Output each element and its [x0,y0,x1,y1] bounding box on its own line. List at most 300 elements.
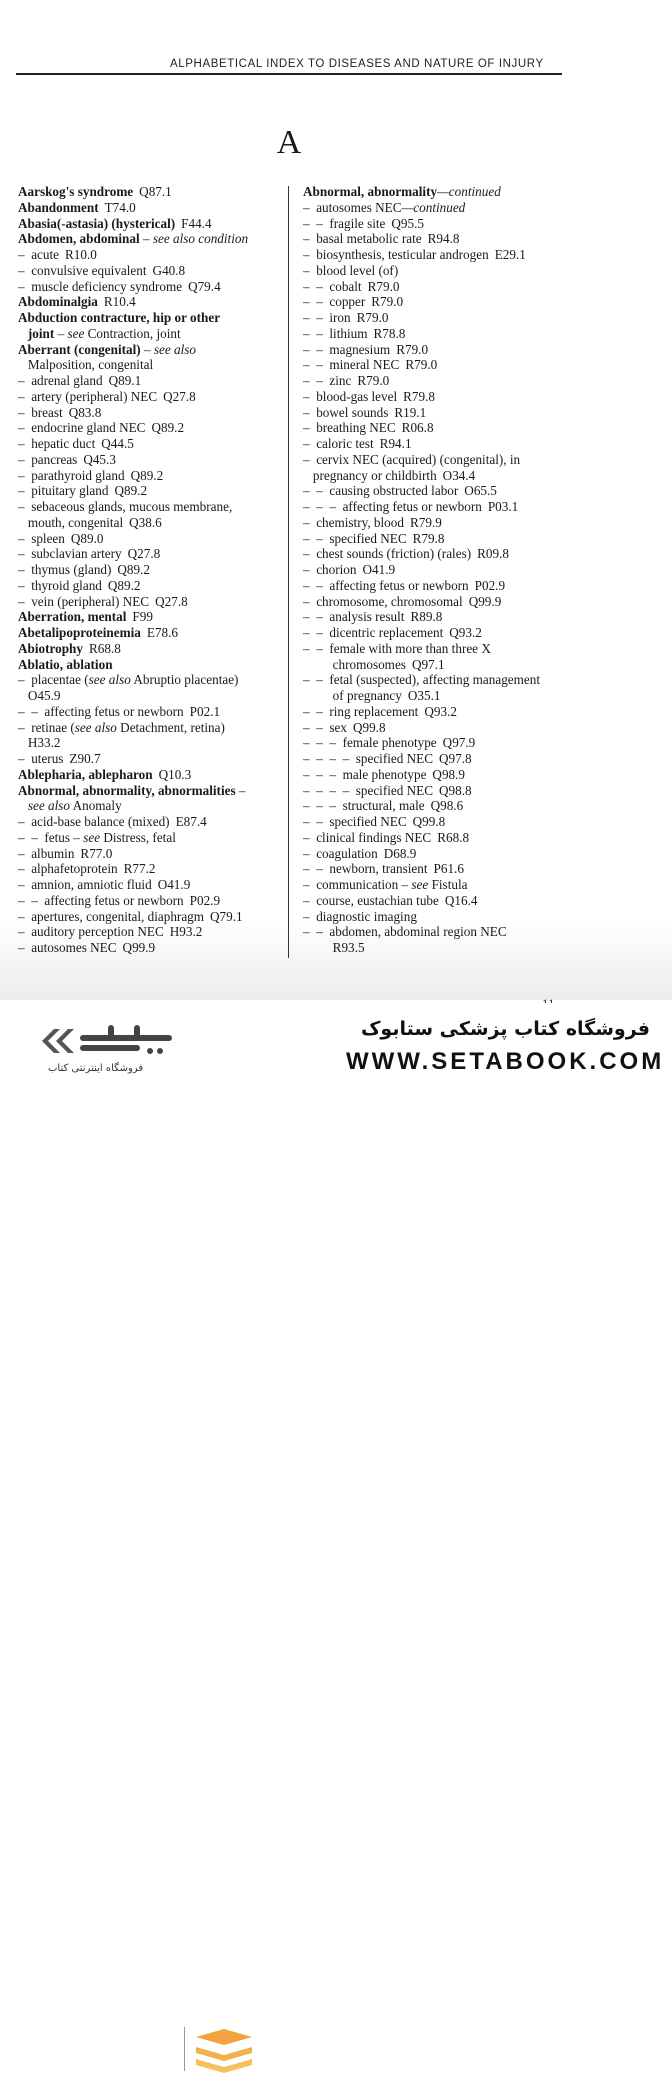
entry-c: Q89.2 [151,420,185,436]
entry-c: Q98.6 [430,798,464,814]
index-entry [303,294,571,310]
shop-url: WWW.SETABOOK.COM [346,1048,665,1075]
entry-i: see [83,829,101,845]
index-entry [303,688,571,704]
shop-name: فروشگاه کتاب پزشکی ستابوک [360,1018,650,1040]
index-entry [303,609,571,625]
entry-t: – albumin [18,845,75,861]
entry-c: R77.0 [80,845,113,861]
entry-t: – cervix NEC (acquired) (congenital), in [303,451,521,467]
entry-c: R79.0 [371,294,404,310]
entry-t: – basal metabolic rate [303,231,422,247]
index-column-right [303,184,571,956]
entry-t: – bowel sounds [303,404,389,420]
entry-c: Q10.3 [158,766,192,782]
index-entry [303,515,571,531]
index-entry [303,231,571,247]
entry-t: – – – – specified NEC [303,782,434,798]
entry-t: – adrenal gland [18,373,103,388]
entry-c: D68.9 [383,845,417,861]
index-entry [18,436,284,452]
index-entry [303,783,571,799]
index-entry [303,531,571,547]
index-entry [18,531,284,547]
entry-c: Q97.8 [439,751,472,766]
entry-c: Q89.0 [70,530,104,546]
index-entry [18,594,284,610]
entry-t: mouth, congenital [18,514,124,530]
entry-t: – clinical findings NEC [303,829,432,845]
index-entry [18,846,284,862]
index-entry [303,767,571,783]
entry-b: Aberration, mental [18,609,127,625]
index-entry [303,751,571,767]
index-entry [303,940,571,956]
entry-t: – pancreas [18,451,78,467]
entry-c: R68.8 [88,640,121,656]
entry-t: – spleen [18,530,65,546]
entry-c: Q99.9 [122,940,156,955]
entry-c: R94.8 [427,231,460,247]
entry-i: see also [27,798,71,814]
index-entry [303,625,571,641]
index-entry [18,767,284,783]
entry-c: R79.0 [405,357,438,373]
entry-b: Abdomen, abdominal [18,231,140,247]
index-entry [18,578,284,594]
entry-c: Q99.8 [352,719,386,735]
entry-c: Q87.1 [139,184,172,199]
entry-t: – hepatic duct [18,436,96,451]
index-entry [18,184,284,200]
entry-c: E87.4 [175,814,207,829]
entry-c: Q44.5 [101,436,134,451]
index-entry [18,326,284,342]
entry-c: R77.2 [123,861,156,877]
entry-t2: Contraction, joint [84,325,181,341]
entry-t: H33.2 [18,735,61,751]
index-entry [18,877,284,893]
entry-c: Q83.8 [68,404,102,420]
entry-c: Q98.9 [432,766,466,782]
entry-c: Q16.4 [444,892,478,908]
entry-c: Q97.1 [411,656,445,672]
index-entry [18,751,284,767]
entry-t: – [139,231,153,247]
entry-c: O65.5 [464,483,497,499]
index-entry [303,909,571,925]
entry-t: – sebaceous glands, mucous membrane, [18,499,233,514]
section-letter: A [276,124,302,161]
entry-t: – – ring replacement [303,703,419,719]
index-entry [18,373,284,389]
entry-t: – uterus [18,751,64,766]
entry-c: R94.1 [379,436,412,451]
index-entry [303,326,571,342]
index-entry [18,342,284,358]
index-entry [18,798,284,814]
entry-t: – apertures, congenital, diaphragm [18,908,205,924]
index-entry [18,830,284,846]
entry-t: – chromosome, chromosomal [303,593,463,609]
index-entry [18,452,284,468]
entry-t: O45.9 [18,688,61,703]
entry-c: Q89.1 [108,373,142,388]
index-entry [18,310,284,326]
entry-t: – – iron [303,310,351,325]
index-entry [303,641,571,657]
entry-c: Z90.7 [69,751,101,766]
index-entry [18,562,284,578]
entry-t: – chest sounds (friction) (rales) [303,546,472,562]
index-entry [303,247,571,263]
index-entry [303,389,571,405]
entry-t: – – fetal (suspected), affecting management [303,672,541,688]
entry-t: – coagulation [303,845,378,861]
entry-c: Q97.9 [442,735,476,751]
index-entry [18,357,284,373]
entry-c: P02.9 [189,892,221,908]
index-entry [18,216,284,232]
entry-t: – biosynthesis, testicular androgen [303,247,489,262]
index-entry [303,279,571,295]
entry-t: – course, eustachian tube [303,892,439,908]
header-rule [16,73,562,75]
entry-c: R68.8 [437,829,470,845]
entry-t: – – cobalt [303,278,362,294]
entry-t: – [235,782,246,798]
entry-c: Q99.9 [468,593,502,609]
index-entry [18,704,284,720]
index-entry [303,342,571,358]
entry-i: see [67,325,85,341]
entry-t: – – copper [303,294,366,310]
entry-t: – – – – specified NEC [303,751,434,766]
entry-c: Q89.2 [107,577,141,593]
index-entry [18,720,284,736]
entry-t: – – – female phenotype [303,735,437,751]
entry-t: – auditory perception NEC [18,924,164,940]
entry-t: – blood level (of) [303,262,399,278]
entry-c: R79.9 [409,514,442,530]
entry-t: – – affecting fetus or newborn [18,892,184,908]
entry-i: see also condition [152,231,249,247]
entry-c: T74.0 [104,199,136,215]
index-entry [18,546,284,562]
entry-c: R79.0 [367,278,400,294]
entry-t: – chemistry, blood [303,514,404,530]
entry-i: see also [88,672,131,688]
entry-c: Q27.8 [127,546,161,562]
entry-c: O41.9 [362,562,396,577]
index-entry [18,940,284,956]
index-column-left [18,184,284,956]
entry-c: R78.8 [373,325,406,341]
entry-c: Q93.2 [449,625,482,640]
entry-t: pregnancy or childbirth [303,467,437,483]
index-entry [303,562,571,578]
entry-t: – – – affecting fetus or newborn [303,499,482,514]
entry-c: Q89.2 [117,562,151,577]
column-divider [288,186,289,958]
index-entry [18,688,284,704]
entry-t: – amnion, amniotic fluid [18,877,152,892]
index-entry [18,499,284,515]
entry-t: – diagnostic imaging [303,908,417,924]
entry-t: – – mineral NEC [303,357,400,373]
index-entry [18,783,284,799]
index-entry [303,483,571,499]
entry-b: Abnormal, abnormality, abnormalities [18,782,236,798]
entry-c: R09.8 [477,546,509,562]
entry-t: – – zinc [303,373,352,388]
entry-b: Ablatio, ablation [18,656,113,672]
entry-c: O35.1 [407,688,441,703]
index-entry [303,830,571,846]
index-entry [303,420,571,436]
entry-c: R79.0 [396,341,429,357]
index-entry [18,909,284,925]
entry-c: Q99.8 [412,814,446,829]
entry-c: F99 [132,609,153,625]
entry-c: Q89.2 [114,483,148,499]
index-entry [303,877,571,893]
index-entry [303,310,571,326]
index-entry [303,405,571,421]
entry-c: R79.8 [403,388,435,404]
entry-c: Q27.8 [163,388,196,404]
logo-subtext: فروشگاه اینترنتی کتاب [48,1063,144,1074]
entry-t: R93.5 [303,940,365,955]
entry-t: – placentae ( [18,672,89,688]
entry-t: – breathing NEC [303,420,396,436]
entry-t: – – female with more than three X [303,640,491,656]
entry-c: R89.8 [410,609,443,625]
entry-t: – – affecting fetus or newborn [303,577,469,593]
entry-t: – muscle deficiency syndrome [18,278,183,294]
entry-c: P03.1 [487,499,519,514]
entry-t: of pregnancy [303,688,402,703]
index-entry [303,200,571,216]
entry-c: Q79.1 [210,908,243,924]
entry-c: P61.6 [433,861,464,877]
index-entry [303,924,571,940]
entry-t: – – – male phenotype [303,766,427,782]
entry-t2: Detachment, retina) [116,719,225,735]
entry-t: – – specified NEC [303,530,407,546]
index-entry [303,184,571,200]
entry-t2: Abruptio placentae) [130,672,239,688]
entry-t: – – – structural, male [303,798,425,814]
entry-t: – – affecting fetus or newborn [18,703,184,719]
index-entry [18,657,284,673]
entry-t: – thymus (gland) [18,562,112,577]
entry-i: see also [74,719,117,735]
entry-c: R19.1 [394,404,427,420]
entry-t: – vein (peripheral) NEC [18,593,150,609]
entry-c: P02.9 [474,577,506,593]
entry-t: – – newborn, transient [303,861,428,877]
index-entry [18,468,284,484]
entry-c: P02.1 [189,703,221,719]
entry-t: – parathyroid gland [18,467,125,483]
entry-b: Aarskog's syndrome [18,184,134,199]
entry-t: – – abdomen, abdominal region NEC [303,924,507,940]
logo-separator [184,2027,185,2071]
entry-t: chromosomes [303,656,406,672]
entry-t2: Fistula [428,877,468,892]
index-entry [18,924,284,940]
entry-t2: Anomaly [70,798,122,814]
entry-c: Q95.5 [391,215,425,231]
index-entry [303,436,571,452]
index-entry [303,263,571,279]
entry-c: R06.8 [401,420,434,436]
index-entry [18,231,284,247]
entry-c: Q98.8 [439,782,472,798]
entry-c: Q38.6 [129,514,162,530]
entry-c: R79.0 [357,373,390,388]
entry-i: —continued [437,184,501,199]
entry-b: Aberrant (congenital) [18,341,141,357]
index-entry [303,861,571,877]
entry-t2: Distress, fetal [100,829,176,845]
running-header: ALPHABETICAL INDEX TO DISEASES AND NATURE OF INJURY [170,58,544,70]
entry-t: – acid-base balance (mixed) [18,814,170,829]
index-entry [18,814,284,830]
index-entry [18,247,284,263]
entry-t: – retinae ( [18,719,75,735]
entry-t: – acute [18,247,60,262]
index-entry [303,373,571,389]
entry-t: – – magnesium [303,341,391,357]
logo-wordmark-icon [38,1021,178,1061]
index-entry [18,893,284,909]
entry-b: Abdominalgia [18,294,98,310]
entry-t: – – sex [303,719,347,735]
entry-b: Abnormal, abnormality [303,184,438,199]
index-entry [303,452,571,468]
index-entry [303,499,571,515]
index-entry [18,200,284,216]
entry-t [18,798,28,813]
entry-t: – autosomes NEC [303,199,402,215]
entry-b: Abasia(-astasia) (hysterical) [18,215,176,231]
entry-i: see [411,877,429,892]
entry-t: – artery (peripheral) NEC [18,388,158,404]
entry-b: Abiotrophy [18,640,83,656]
index-entry [303,672,571,688]
index-entry [303,846,571,862]
entry-c: F44.4 [181,215,212,231]
entry-t: – subclavian artery [18,546,122,562]
index-entry [303,468,571,484]
entry-t: – – fragile site [303,215,386,231]
entry-t: – endocrine gland NEC [18,420,146,436]
entry-c: E78.6 [146,625,178,640]
index-entry [303,578,571,594]
entry-c: G40.8 [152,262,186,278]
index-page [0,0,672,1000]
entry-t: – communication – [303,877,412,892]
entry-c: E29.1 [494,247,526,262]
setabook-logo-icon [190,2027,260,2075]
index-entry [18,641,284,657]
entry-c: Q93.2 [424,703,457,719]
index-entry [18,861,284,877]
entry-c: Q79.4 [188,278,221,294]
entry-t: – breast [18,404,63,420]
entry-b: Abandonment [18,199,99,215]
entry-t: – – fetus – [18,829,84,845]
entry-t: – – specified NEC [303,814,407,829]
entry-c: R10.0 [65,247,97,262]
index-entry [18,420,284,436]
index-entry [303,735,571,751]
entry-c: R79.0 [356,310,389,325]
index-entry [18,405,284,421]
entry-t: – [54,325,68,341]
entry-i: —continued [401,199,466,215]
index-entry [303,594,571,610]
index-entry [18,609,284,625]
index-entry [303,357,571,373]
entry-t: – [140,341,154,357]
entry-t: – – causing obstructed labor [303,483,459,499]
entry-t: – chorion [303,562,357,577]
entry-c: Q27.8 [155,593,188,609]
entry-c: R10.4 [103,294,136,310]
index-entry [18,483,284,499]
entry-c: R79.8 [412,530,445,546]
index-entry [303,657,571,673]
index-entry [18,672,284,688]
entry-t: – alphafetoprotein [18,861,118,877]
entry-t: – blood-gas level [303,388,398,404]
index-entry [303,814,571,830]
entry-c: O41.9 [157,877,191,892]
entry-t: – – dicentric replacement [303,625,444,640]
index-entry [18,389,284,405]
entry-c: Q89.2 [130,467,164,483]
entry-t: – thyroid gland [18,577,102,593]
index-entry [303,546,571,562]
index-entry [18,515,284,531]
entry-t: – – lithium [303,325,368,341]
entry-b: Abetalipoproteinemia [18,625,141,640]
index-entry [18,625,284,641]
entry-i: see also [153,341,197,357]
index-entry [18,294,284,310]
entry-t: – autosomes NEC [18,940,117,955]
entry-t: Malposition, congenital [18,357,154,373]
entry-c: O34.4 [442,467,476,483]
index-entry [18,735,284,751]
index-entry [303,216,571,232]
entry-t: – convulsive equivalent [18,262,147,278]
entry-b: Abduction contracture, hip or other [18,310,221,325]
entry-t: – – analysis result [303,609,405,625]
entry-t: – pituitary gland [18,483,109,499]
entry-c: H93.2 [169,924,203,940]
entry-t: – caloric test [303,436,374,451]
index-entry [18,263,284,279]
index-entry [303,704,571,720]
index-entry [18,279,284,295]
entry-b: Ablepharia, ablepharon [18,766,153,782]
index-entry [303,893,571,909]
entry-c: Q45.3 [83,451,116,467]
